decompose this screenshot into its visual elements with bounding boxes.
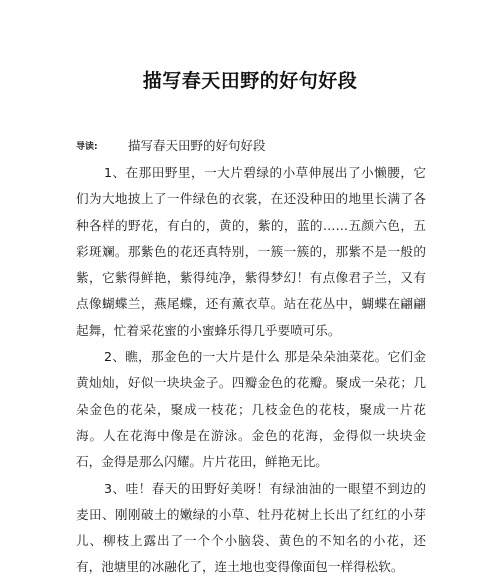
intro-label: 导读: (76, 141, 98, 152)
paragraph-3: 3、哇！春天的田野好美呀！有绿油油的一眼望不到边的麦田、刚刚破土的嫩绿的小草、牡丹花树上长出了红红的小芽儿、柳枝上露出了一个个小脑袋、黄色的不知名的小花，还有，池塘里的冰融化了，连土地也变得像面包一样得松软。 (76, 480, 426, 575)
paragraph-2: 2、瞧，那金色的一大片是什么 那是朵朵油菜花。它们金黄灿灿，好似一块块金子。四瓣金色的花瓣。聚成一朵花；几朵金色的花朵，聚成一枝花；几枝金色的花枝，聚成一片花海。人在花海中像是在游泳。金色的花海，金得似一块块金石，金得是那么闪耀。片片花田，鲜艳无比。 (76, 349, 426, 470)
paragraph-1: 1、在那田野里，一大片碧绿的小草伸展出了小懒腰，它们为大地披上了一件绿色的衣裳，在还没种田的地里长满了各种各样的野花，有白的，黄的，紫的，蓝的……五颜六色，五彩斑斓。那紫色的花还真特别，一簇一簇的，那紫不是一般的紫，它紫得鲜艳，紫得纯净，紫得梦幻！有点像君子兰，又有点像蝴蝶兰，燕尾蝶，还有薰衣草。站在花丛中，蝴蝶在翩翩起舞，忙着采花蜜的小蜜蜂乐得几乎要喷可乐。 (76, 165, 426, 338)
intro-text: 描写春天田野的好句好段 (128, 138, 266, 153)
intro-line (76, 134, 266, 156)
document-body (76, 160, 426, 581)
document-title: 描写春天田野的好句好段 (142, 70, 358, 92)
